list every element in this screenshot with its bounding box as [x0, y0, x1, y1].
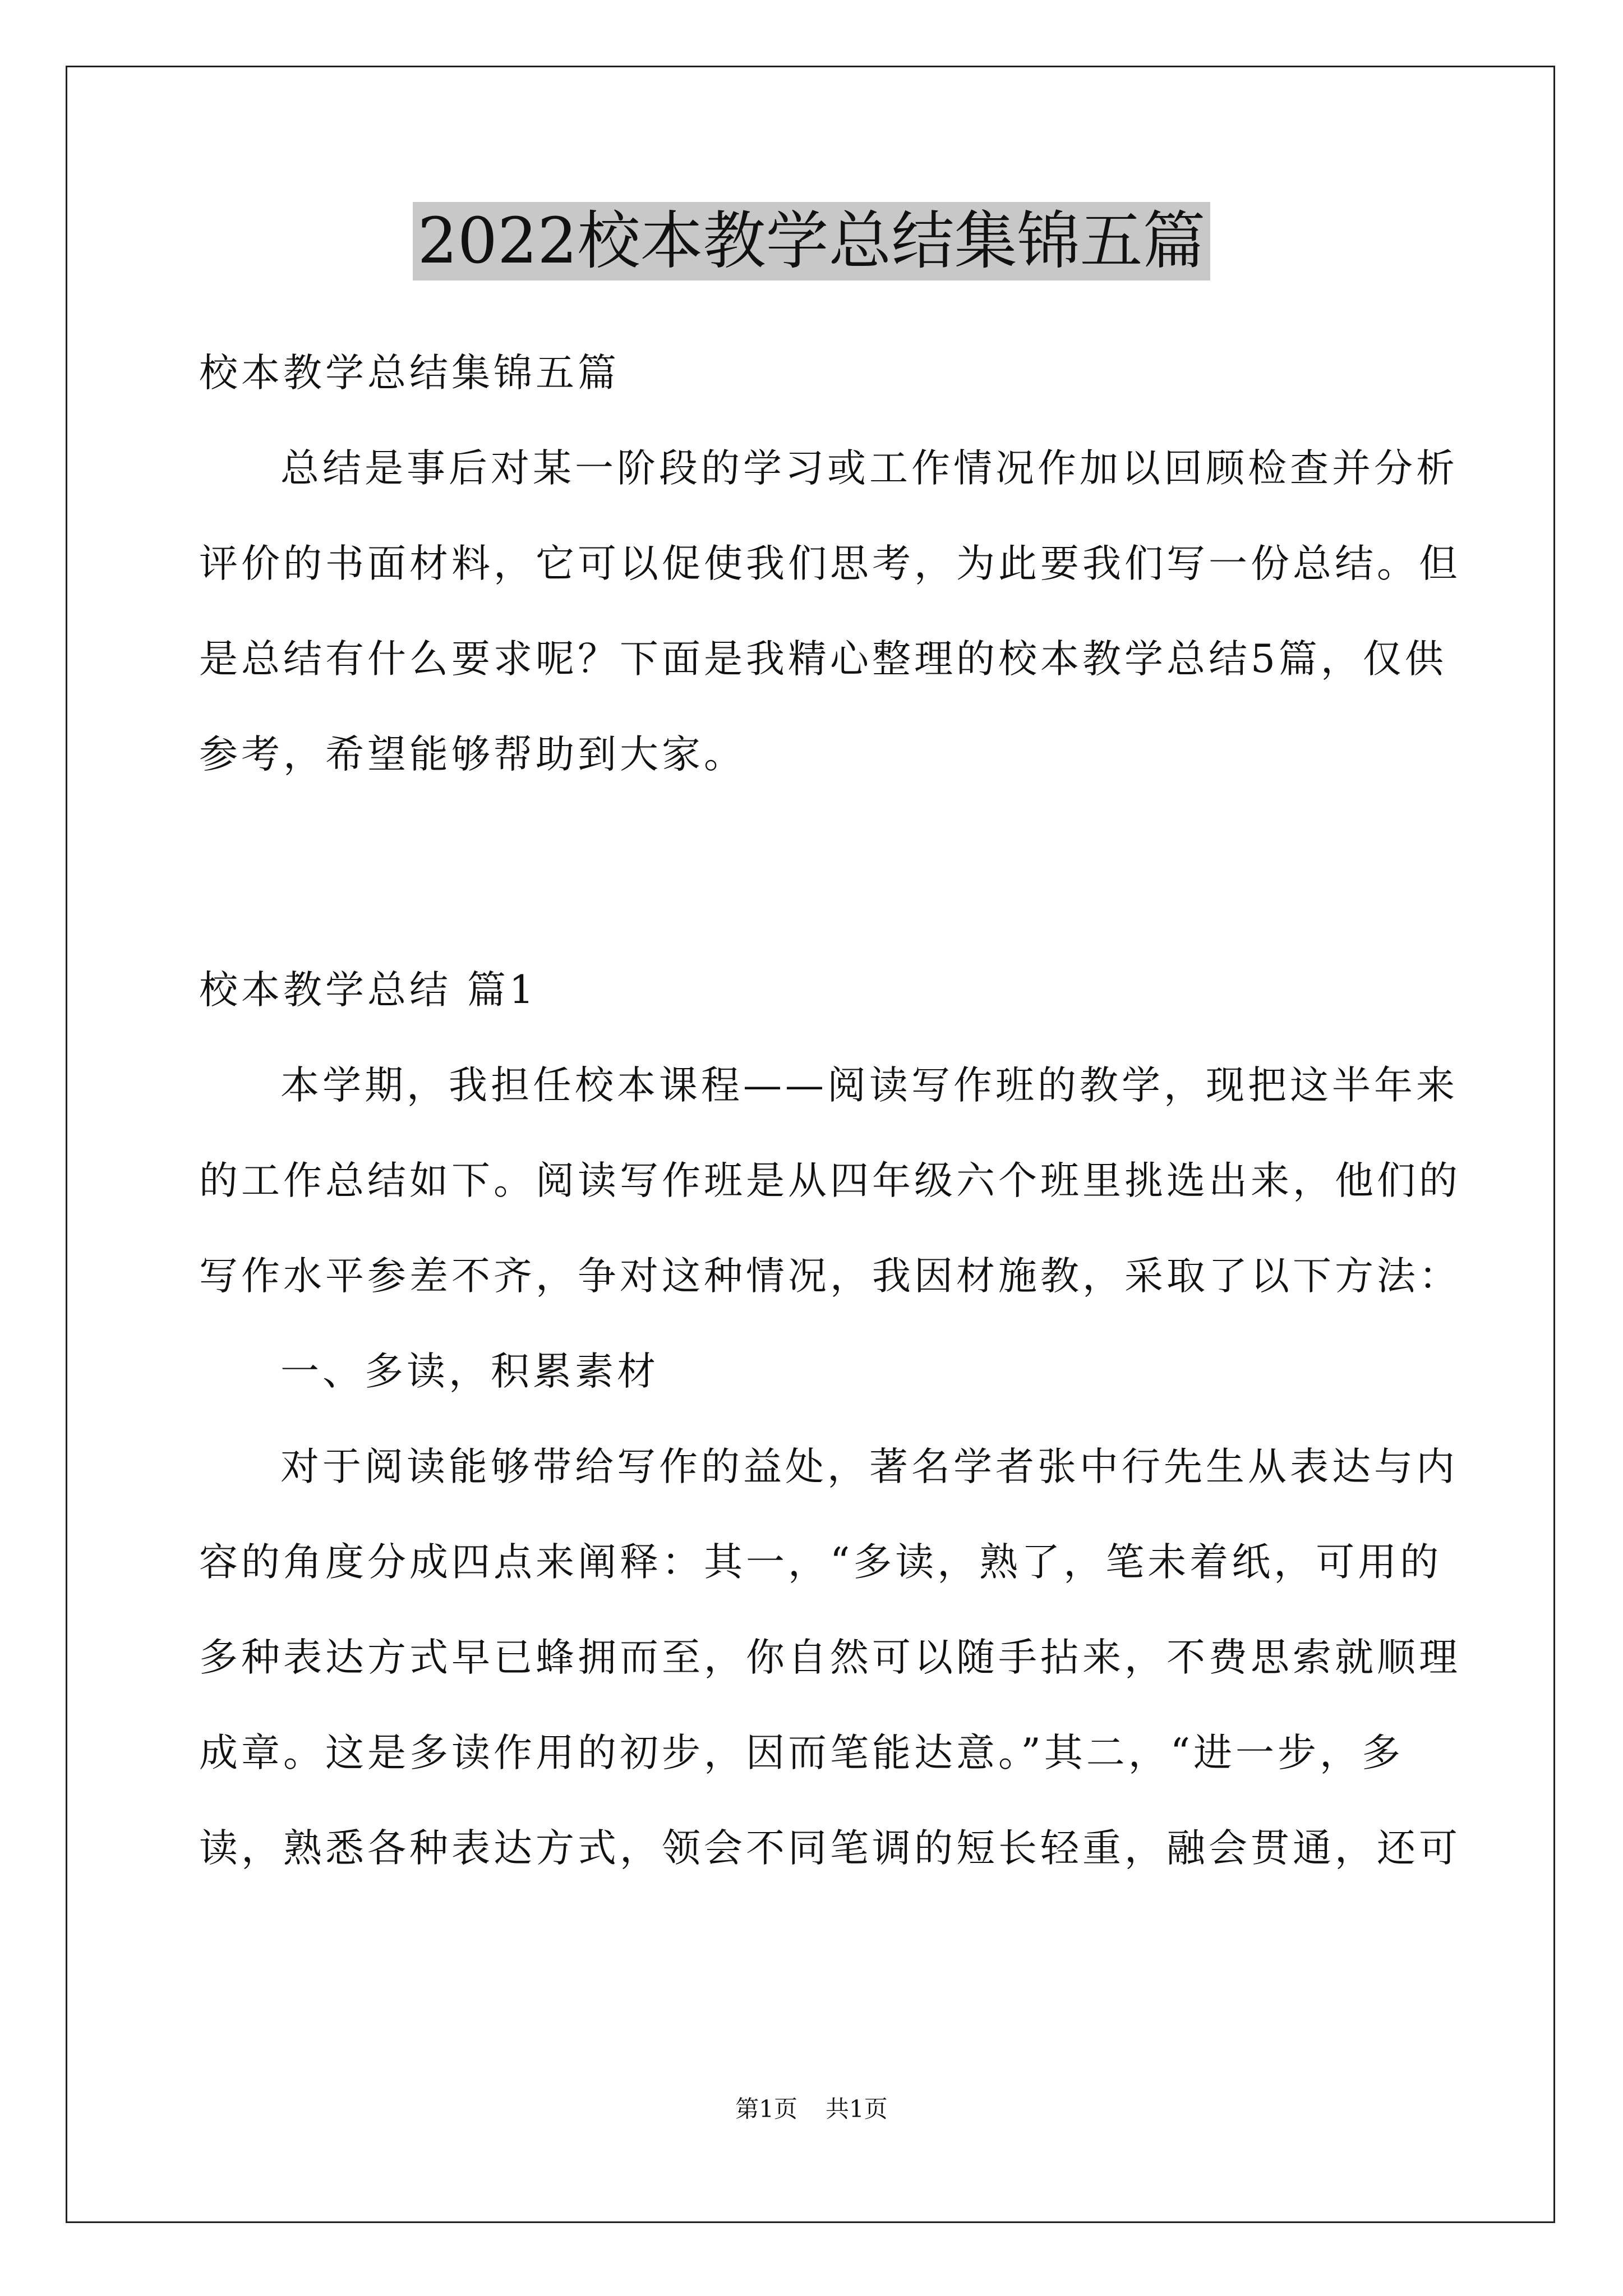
subtitle-line: 校本教学总结集锦五篇	[199, 351, 620, 395]
paragraph-line: 对于阅读能够带给写作的益处，著名学者张中行先生从表达与内	[280, 1444, 1458, 1489]
paragraph-line: 是总结有什么要求呢？下面是我精心整理的校本教学总结5篇，仅供	[199, 637, 1447, 682]
paragraph-line: 本学期，我担任校本课程——阅读写作班的教学，现把这半年来	[280, 1063, 1458, 1108]
subsection-heading: 一、多读，积累素材	[280, 1349, 659, 1394]
paragraph-line: 总结是事后对某一阶段的学习或工作情况作加以回顾检查并分析	[280, 446, 1458, 491]
paragraph-line: 容的角度分成四点来阐释：其一，“多读，熟了，笔未着纸，可用的	[199, 1540, 1442, 1585]
paragraph-line: 写作水平参差不齐，争对这种情况，我因材施教，采取了以下方法：	[199, 1254, 1461, 1299]
section-heading: 校本教学总结 篇1	[199, 968, 537, 1013]
paragraph-line: 读，熟悉各种表达方式，领会不同笔调的短长轻重，融会贯通，还可	[199, 1826, 1461, 1871]
paragraph-line: 多种表达方式早已蜂拥而至，你自然可以随手拈来，不费思索就顺理	[199, 1635, 1461, 1680]
document-title: 2022校本教学总结集锦五篇	[413, 202, 1210, 280]
page-total: 共1页	[826, 2095, 888, 2123]
paragraph-line: 参考，希望能够帮助到大家。	[199, 732, 746, 777]
page-number: 第1页	[735, 2095, 797, 2123]
paragraph-line: 成章。这是多读作用的初步，因而笔能达意。”其二，“进一步，多	[199, 1731, 1404, 1775]
paragraph-line: 评价的书面材料，它可以促使我们思考，为此要我们写一份总结。但	[199, 541, 1461, 586]
page-footer	[0, 2092, 1623, 2126]
paragraph-line: 的工作总结如下。阅读写作班是从四年级六个班里挑选出来，他们的	[199, 1158, 1461, 1203]
title-container	[0, 202, 1623, 280]
